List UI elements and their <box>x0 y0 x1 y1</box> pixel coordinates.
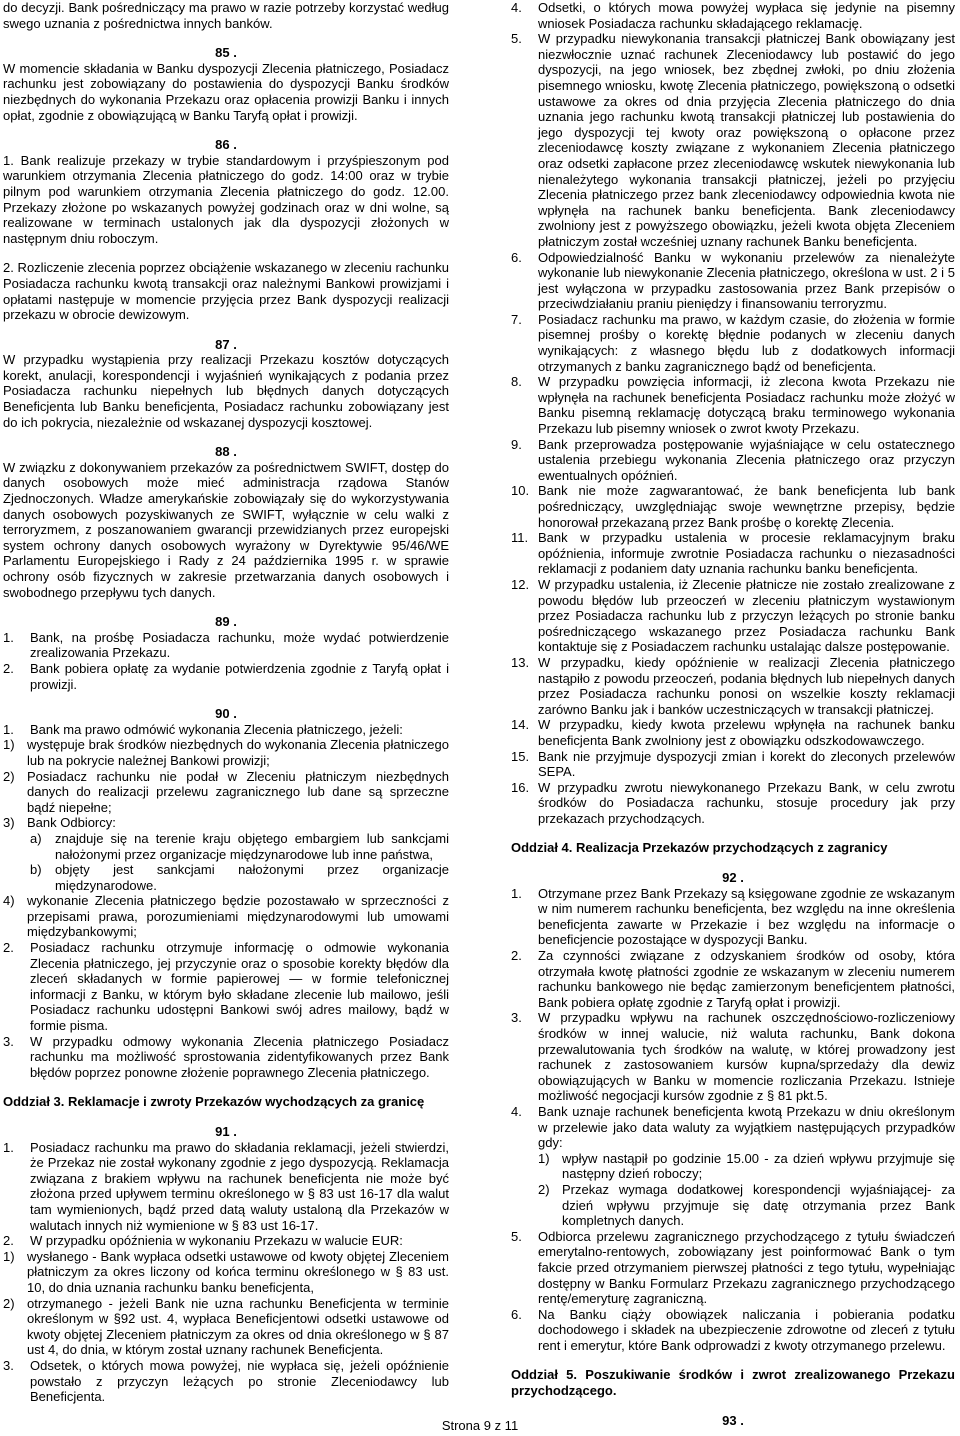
item-number: 2. <box>511 948 522 964</box>
list-item <box>511 717 955 748</box>
item-number: 4. <box>511 0 522 15</box>
item-number: 16. <box>511 779 530 795</box>
list-item <box>3 1034 449 1081</box>
list-item <box>3 630 449 661</box>
item-number: 12. <box>511 576 530 592</box>
item-number: 2) <box>538 1181 550 1197</box>
item-text: Bank ma prawo odmówić wykonania Zlecenia płatniczego, jeżeli: <box>30 721 403 737</box>
section-92-title: 92 . <box>722 870 744 886</box>
item-number: 13. <box>511 654 530 670</box>
item-text: W przypadku, kiedy kwota przelewu wpłynęła na rachunek banku beneficjenta Bank zwolniony jest z obowiązku odszkodowawczego. <box>538 717 955 748</box>
section-86-title: 86 . <box>215 137 237 153</box>
list-item <box>30 862 449 893</box>
list-item <box>511 0 955 31</box>
item-text: wpływ nastąpił po godzinie 15.00 - za dzień wpływu przyjmuje się następny dzień roboczy; <box>562 1150 955 1182</box>
section-89-title: 89 . <box>215 614 237 630</box>
section-92-list-2 <box>511 1229 955 1354</box>
item-number: 7. <box>511 311 522 327</box>
oddzial-4-heading: Oddział 4. Realizacja Przekazów przychodzących z zagranicy <box>511 840 888 856</box>
section-90-subsublist <box>3 831 449 893</box>
list-item <box>3 1249 449 1296</box>
intro-paragraph: do decyzji. Bank pośredniczący ma prawo w razie potrzeby korzystać według swego uznania z pośrednictwa innych banków. <box>3 0 449 31</box>
section-90-sublist-4 <box>3 893 449 940</box>
item-text: Bank pobiera opłatę za wydanie potwierdzenia zgodnie z Taryfą opłat i prowizji. <box>30 660 449 692</box>
item-number: 3) <box>3 815 15 831</box>
list-item <box>511 1307 955 1354</box>
item-text: W przypadku ustalenia, iż Zlecenie płatnicze nie zostało zrealizowane z powodu błędów lub przeoczeń w zleceniu płatniczym wystawionym przez Posiadacza rachunku lub z przyczyn leżących po stronie banku pośredniczącego wskazanego przez Posiadacza rachunku Bank kontaktuje się z Posiadaczem rachunku ustalając dalsze postępowanie. <box>538 576 955 655</box>
item-number: 2) <box>3 768 15 784</box>
item-text: Przekaz wymaga dodatkowej korespondencji wyjaśniającej- za dzień wpływu przyjmuje się datę otrzymania przez Bank kompletnych danych. <box>562 1181 955 1229</box>
list-item <box>3 1358 449 1405</box>
item-number: 1. <box>3 721 14 737</box>
list-item <box>538 1151 955 1182</box>
list-item <box>511 312 955 374</box>
section-93-title: 93 . <box>722 1412 744 1428</box>
item-text: Bank Odbiorcy: <box>27 815 116 831</box>
item-number: b) <box>30 862 42 878</box>
list-item <box>3 1140 449 1234</box>
item-text: Otrzymane przez Bank Przekazy są księgowane zgodnie ze wskazanym w nim numerem rachunku beneficjenta, bez względu na inne określenia beneficjenta zawarte w Przekazie i bez względu na informacje o beneficjencie pozostające w dyspozycji Banku. <box>538 885 955 948</box>
section-89-list <box>3 630 449 692</box>
item-number: 4. <box>511 1103 522 1119</box>
item-text: Na Banku ciąży obowiązek naliczania i pobierania podatku dochodowego i składek na ubezpieczenie zdrowotne od zleceń z tytułu rent i emerytur, które Bank odprowadzi z kwoty otrzymanego przelewu. <box>538 1306 955 1353</box>
list-item <box>511 1229 955 1307</box>
list-item <box>3 1296 449 1358</box>
list-item <box>511 530 955 577</box>
list-item <box>3 737 449 768</box>
section-90-sublist <box>3 737 449 831</box>
list-item <box>511 250 955 312</box>
item-text: Odbiorca przelewu zagranicznego przychodzącego z tytułu świadczeń emerytalno-rentowych, zobowiązany jest poinformować Bank o tym fakcie przed otrzymaniem pierwszej płatności z tego tytułu, wypełniając dostępny w Banku Formularz Przekazu zagranicznego przychodzącego rentę/emeryturę zagraniczną. <box>538 1228 955 1307</box>
item-text: Bank przeprowadza postępowanie wyjaśniające w celu ostatecznego ustalenia przebiegu wykonania Zlecenia płatniczego oraz przyczyn ewentualnych opóźnień. <box>538 436 955 483</box>
list-item <box>538 1182 955 1229</box>
section-92-list <box>511 886 955 1151</box>
page-footer: Strona 9 z 11 <box>441 1418 519 1433</box>
item-number: 3. <box>3 1357 14 1373</box>
section-87-title: 87 . <box>215 336 237 352</box>
list-item <box>511 948 955 1010</box>
item-text: Odpowiedzialność Banku w wykonaniu przelewów za nienależyte wykonanie lub niewykonanie Zlecenia płatniczego, określona w ust. 2 i 5 jest wyłączona w przypadku zastosowania przez Bank przepisów o przeciwdziałaniu praniu pieniędzy i finansowaniu terroryzmu. <box>538 249 955 312</box>
list-item <box>511 577 955 655</box>
item-number: 11. <box>511 530 529 546</box>
list-item <box>511 1104 955 1151</box>
oddzial-3-heading: Oddział 3. Reklamacje i zwroty Przekazów wychodzących za granicę <box>3 1094 425 1110</box>
list-item <box>3 940 449 1034</box>
item-number: 1. <box>3 1139 14 1155</box>
item-text: znajduje się na terenie kraju objętego embargiem lub sankcjami nałożonymi przez organizacje międzynarodowe lub inne państwa, <box>55 830 449 862</box>
item-text: wykonanie Zlecenia płatniczego będzie pozostawało w sprzeczności z przepisami prawa, porozumieniami międzynarodowymi lub umowami międzybankowymi; <box>27 893 449 940</box>
section-91-continued-list <box>511 0 955 826</box>
list-item <box>511 886 955 948</box>
list-item <box>3 661 449 692</box>
section-91-sublist <box>3 1249 449 1358</box>
item-text: Posiadacz rachunku ma prawo, w każdym czasie, do złożenia w formie pisemnej prośby o korektę błędnie podanych w zleceniu danych wynikających: z własnego błędu lub z dodatkowych informacji otrzymanych z banku zagranicznego bądź od beneficjenta. <box>538 311 955 374</box>
item-number: 2) <box>3 1295 15 1311</box>
item-text: W przypadku zwrotu niewykonanego Przekazu Bank, w celu zwrotu środków do Posiadacza rachunku, stosuje procedury jak przy przekazach przychodzących. <box>538 779 955 826</box>
list-item <box>3 1233 449 1249</box>
item-number: a) <box>30 830 42 846</box>
list-item <box>3 893 449 940</box>
list-item <box>3 722 449 738</box>
item-number: 5. <box>511 1228 522 1244</box>
item-text: występuje brak środków niezbędnych do wykonania Zlecenia płatniczego lub na pokrycie należnej Bankowi prowizji; <box>27 737 449 768</box>
list-item <box>511 780 955 827</box>
item-number: 15. <box>511 748 530 764</box>
right-column <box>511 0 955 1428</box>
item-text: Bank uznaje rachunek beneficjenta kwotą Przekazu w dniu określonym w przelewie jako data waluty za wyjątkiem następujących przypadków gdy: <box>538 1103 955 1151</box>
section-90-list-2 <box>3 940 449 1080</box>
item-text: W przypadku niewykonania transakcji płatniczej Bank obowiązany jest niezwłocznie uznać rachunek Zleceniodawcy lub postawić do jego dyspozycji, na jego wniosek, bez zbędnej zwłoki, po dniu złożenia pisemnego wniosku, kwotę Zlecenia płatniczego, powiększoną o odsetki ustawowe za okres od dnia przyjęcia Zlecenia płatniczego do dnia uznania jego rachunku kwotą transakcji płatniczej lub postawienia do jego dyspozycji tej kwoty oraz powiększoną o opłacone przez zleceniodawcę koszty związane z wykonaniem Zlecenia płatniczego oraz odsetki zapłacone przez zleceniodawcę wskutek niewykonania lub nienależytego wykonania transakcji płatniczej, jeżeli po przyjęciu Zlecenia płatniczego przez bank zleceniodawcy odpowiednia kwota nie wpłynęła na rachunek banku beneficjenta. Bank zleceniodawcy zwolniony jest z powyższego obowiązku, jeżeli kwota objęta Zleceniem płatniczym został wcześniej uznany rachunek Banku beneficjenta. <box>538 31 955 249</box>
oddzial-5-heading: Oddział 5. Poszukiwanie środków i zwrot zrealizowanego Przekazu przychodzącego. <box>511 1367 955 1399</box>
item-number: 1) <box>3 737 15 753</box>
item-text: Bank, na prośbę Posiadacza rachunku, może wydać potwierdzenie zrealizowania Przekazu. <box>30 629 449 661</box>
list-item <box>511 749 955 780</box>
list-item <box>511 437 955 484</box>
item-number: 6. <box>511 249 522 265</box>
item-text: Odsetki, o których mowa powyżej wypłaca się jedynie na pisemny wniosek Posiadacza rachunku składającego reklamację. <box>538 0 955 31</box>
item-number: 1) <box>538 1150 550 1166</box>
item-text: W przypadku, kiedy opóźnienie w realizacji Zlecenia płatniczego nastąpiło z powodu przeoczeń, podania błędnych lub niepełnych danych przez Posiadacza rachunku ponosi on wszelkie koszty reklamacji zarówno Banku jak i banków uczestniczących w transakcji płatniczej. <box>538 654 955 717</box>
item-text: otrzymanego - jeżeli Bank nie uzna rachunku Beneficjenta w terminie określonym w §92 ust. 4, wypłaca Beneficjentowi odsetki ustawowe od kwoty objętej Zleceniem płatniczym za okres od dnia określonego w § 87 ust 4, do dnia, w którym został uznany rachunek Beneficjenta. <box>27 1295 449 1358</box>
item-number: 4) <box>3 893 15 909</box>
list-item <box>30 831 449 862</box>
item-text: Bank nie przyjmuje dyspozycji zmian i korekt do zleconych przelewów SEPA. <box>538 748 955 780</box>
list-item <box>511 1010 955 1104</box>
left-column <box>3 0 449 1405</box>
section-91-list <box>3 1140 449 1249</box>
item-text: Odsetek, o których mowa powyżej, nie wypłaca się, jeżeli opóźnienie powstało z przyczyn leżących po stronie Zleceniodawcy lub Beneficjenta. <box>30 1357 449 1405</box>
item-number: 2. <box>3 660 14 676</box>
item-text: W przypadku wpływu na rachunek oszczędnościowo-rozliczeniowy środków w innej walucie, niż waluta rachunku, Bank dokona przewalutowania tych środków na walutę, w której prowadzony jest rachunek z zastosowaniem kursów kupna/sprzedaży dla dewiz obowiązujących w Banku w momencie rozliczania Przekazu. Istnieje możliwość negocjacji kursów zgodnie z § 81 pkt.5. <box>538 1010 955 1104</box>
list-item <box>511 374 955 436</box>
item-number: 1) <box>3 1248 15 1264</box>
item-number: 3. <box>511 1010 522 1026</box>
section-88-text: W związku z dokonywaniem przekazów za pośrednictwem SWIFT, dostęp do danych osobowych może mieć administracja rządowa Stanów Zjednoczonych. Władze amerykańskie zobowiązały się do wykorzystywania danych osobowych pozyskiwanych ze SWIFT, wyłącznie w celu walki z terroryzmem, z poszanowaniem gwarancji przewidzianych przez europejski system ochrony danych osobowych wyrażony w Dyrektywie 95/46/WE Parlamentu Europejskiego i Rady z 24 października 1995 r. w sprawie ochrony osób fizycznych w zakresie przetwarzania danych osobowych i swobodnego przepływu tych danych. <box>3 459 449 600</box>
section-91-title: 91 . <box>215 1124 237 1139</box>
item-number: 8. <box>511 374 522 390</box>
item-text: W przypadku powzięcia informacji, iż zlecona kwota Przekazu nie wpłynęła na rachunek beneficjenta Posiadacz rachunku może złożyć w Banku pisemną reklamację dotyczącą braku terminowego wykonania Przekazu lub pisemny wniosek o zwrot kwoty Przekazu. <box>538 374 955 437</box>
section-90-title: 90 . <box>215 706 237 722</box>
section-87-text: W przypadku wystąpienia przy realizacji Przekazu kosztów dotyczących korekt, anulacji, korespondencji i wyjaśnień wynikających z podania przez Posiadacza rachunku niepełnych lub błędnych danych dotyczących Beneficjenta lub Banku beneficjenta, Posiadacz rachunku zobowiązany jest do ich pokrycia, niezależnie od wskazanej dyspozycji kosztowej. <box>3 352 449 430</box>
item-number: 9. <box>511 436 522 452</box>
item-number: 2. <box>3 940 14 956</box>
item-text: Bank nie może zagwarantować, że bank beneficjenta lub bank pośredniczący, uwzględniając swoje wewnętrzne przepisy, będzie honorował przekazaną przez Bank prośbę o korektę Zlecenia. <box>538 483 955 530</box>
item-text: Posiadacz rachunku nie podał w Zleceniu płatniczym niezbędnych danych do realizacji przelewu zagranicznego lub dane są sprzeczne bądź niepełne; <box>27 768 449 815</box>
list-item <box>3 769 449 816</box>
section-86-point-2: 2. Rozliczenie zlecenia poprzez obciążenie wskazanego w zleceniu rachunku Posiadacza rachunku kwotą transakcji oraz należnymi Bankowi prowizjami i opłatami następuje w momencie przyjęcia przez Bank dyspozycji realizacji przekazu w obrocie dewizowym. <box>3 260 449 323</box>
list-item <box>511 483 955 530</box>
item-number: 5. <box>511 31 522 47</box>
item-text: objęty jest sankcjami nałożonymi przez organizacje międzynarodowe. <box>55 862 449 893</box>
list-item <box>511 655 955 717</box>
section-92-sublist <box>511 1151 955 1229</box>
section-85-title: 85 . <box>215 45 237 61</box>
item-number: 3. <box>3 1033 14 1049</box>
item-text: wysłanego - Bank wypłaca odsetki ustawowe od kwoty objętej Zleceniem płatniczym za okres liczony od końca terminu określonego w § 83 ust. 10, do dnia uznania rachunku banku beneficjenta, <box>27 1248 449 1295</box>
item-text: Bank w przypadku ustalenia w procesie reklamacyjnym braku opóźnienia, informuje zwrotnie Posiadacza rachunku o niezasadności reklamacji z podaniem daty uznania rachunku banku beneficjenta. <box>538 530 955 577</box>
item-text: Posiadacz rachunku otrzymuje informację o odmowie wykonania Zlecenia płatniczego, jej przyczynie oraz o sposobie korekty błędów dla zleceń składanych w formie papierowej — w formie telefonicznej informacji z Banku, w którym było składane zlecenie lub mailowo, jeśli Posiadacz rachunku udostępni Bankowi swój adres mailowy, bądź w formie pisma. <box>30 940 449 1034</box>
item-text: W przypadku odmowy wykonania Zlecenia płatniczego Posiadacz rachunku ma możliwość sprostowania zidentyfikowanych przez Bank błędów poprzez ponowne złożenie poprawnego Zlecenia płatniczego. <box>30 1033 449 1080</box>
section-88-title: 88 . <box>215 444 237 460</box>
item-number: 1. <box>3 629 14 645</box>
item-number: 6. <box>511 1306 522 1322</box>
item-number: 10. <box>511 483 530 499</box>
item-number: 2. <box>3 1233 14 1249</box>
section-90-list <box>3 722 449 738</box>
list-item <box>511 31 955 249</box>
section-85-text: W momencie składania w Banku dyspozycji Zlecenia płatniczego, Posiadacz rachunku jest zobowiązany do postawienia do dyspozycji Banku środków niezbędnych do wykonania Przekazu oraz opłacenia prowizji Banku i innych opłat, zgodnie z obowiązującą w Banku Taryfą opłat i prowizji. <box>3 60 449 123</box>
item-number: 1. <box>511 885 522 901</box>
item-number: 14. <box>511 717 530 733</box>
section-86-point-1: 1. Bank realizuje przekazy w trybie standardowym i przyśpieszonym pod warunkiem otrzymania Zlecenia płatniczego do godz. 14:00 oraz w trybie pilnym pod warunkiem otrzymania Zlecenia płatniczego do godz. 12.00. Przekazy złożone po wskazanych powyżej godzinach oraz w dni wolne, są realizowane w terminach ustalonych jak dla dyspozycji złożonych w następnym dniu roboczym. <box>3 152 449 246</box>
item-text: Posiadacz rachunku ma prawo do składania reklamacji, jeżeli stwierdzi, że Przekaz nie został wykonany zgodnie z jego dyspozycją. Reklamacja związana z brakiem wpływu na rachunek beneficjenta nie może być złożona przed upływem terminu określonego w § 83 ust 16-17 dla walut tam wymienionych, bądź przed datą waluty ustaloną dla Przekazów w walutach innych niż wymienione w § 83 ust 16-17. <box>30 1139 449 1233</box>
item-text: Za czynności związane z odzyskaniem środków od osoby, która otrzymała kwotę płatności zgodnie ze wskazanym w zleceniu numerem rachunku bankowego nie będąc zamierzonym beneficjentem płatności, Bank pobiera opłatę zgodnie z Taryfą opłat i prowizji. <box>538 948 955 1010</box>
list-item <box>3 815 449 831</box>
item-text: W przypadku opóźnienia w wykonaniu Przekazu w walucie EUR: <box>30 1233 403 1249</box>
section-91-list-3 <box>3 1358 449 1405</box>
